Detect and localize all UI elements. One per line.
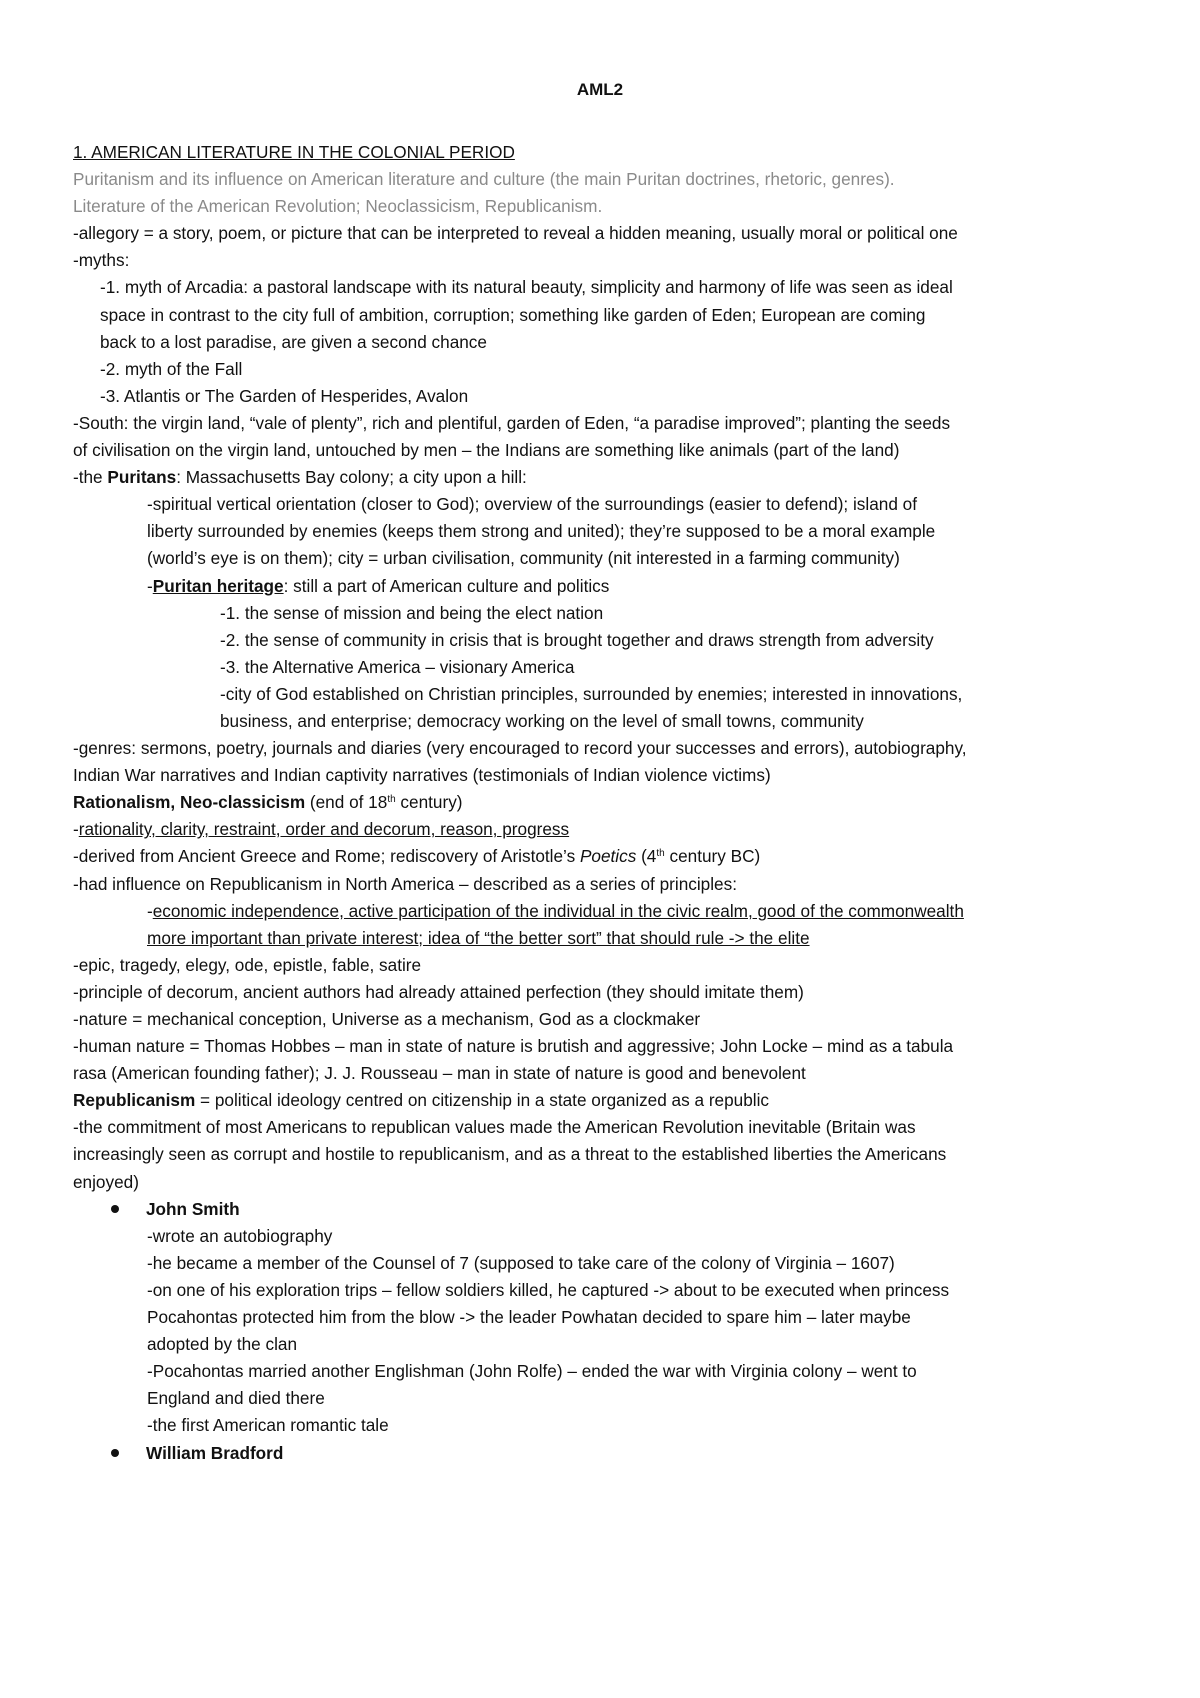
- note-rationalism: [73, 789, 1143, 816]
- author-name: William Bradford: [146, 1442, 284, 1463]
- note-text: -: [73, 819, 79, 840]
- note-south: -South: the virgin land, “vale of plenty”, rich and plentiful, garden of Eden, “a paradise improved”; planting the seeds: [73, 412, 951, 433]
- note-spiritual: -spiritual vertical orientation (closer to God); overview of the surroundings (easier to defend); island of: [147, 494, 917, 515]
- document-title: AML2: [576, 80, 624, 99]
- note-puritans: [73, 464, 1143, 491]
- note-influence: -had influence on Republicanism in North America – described as a series of principles:: [73, 873, 737, 894]
- note-human-nature: -human nature = Thomas Hobbes – man in state of nature is brutish and aggressive; John Locke – mind as a tabula: [73, 1036, 954, 1057]
- term-republicanism: Republicanism: [73, 1090, 196, 1111]
- note-myth-1: -1. myth of Arcadia: a pastoral landscape with its natural beauty, simplicity and harmony of life was seen as ideal: [100, 277, 953, 298]
- document-body: [73, 139, 1143, 1467]
- author-note: England and died there: [147, 1388, 325, 1409]
- author-note: -Pocahontas married another Englishman (John Rolfe) – ended the war with Virginia colony – went to: [147, 1361, 917, 1382]
- author-note: -the first American romantic tale: [147, 1415, 389, 1436]
- section-topic-line: Puritanism and its influence on American literature and culture (the main Puritan doctrines, rhetoric, genres).: [73, 169, 895, 190]
- note-text: : still a part of American culture and politics: [283, 575, 610, 596]
- note-nature: -nature = mechanical conception, Universe as a mechanism, God as a clockmaker: [73, 1009, 701, 1029]
- note-republicanism: [73, 1087, 1143, 1114]
- note-economic-cont: [73, 925, 1143, 952]
- note-underlined: more important than private interest; idea of “the better sort” that should rule -> the elite: [147, 927, 810, 948]
- note-south-cont: of civilisation on the virgin land, untouched by men – the Indians are something like animals (part of the land): [73, 440, 900, 461]
- note-genres-cont: Indian War narratives and Indian captivity narratives (testimonials of Indian violence victims): [73, 765, 771, 786]
- note-commitment-cont: enjoyed): [73, 1171, 139, 1192]
- note-myths: -myths:: [73, 250, 130, 271]
- bullet-icon: [111, 1449, 119, 1457]
- superscript: th: [656, 848, 665, 860]
- author-note: Pocahontas protected him from the blow -> the leader Powhatan decided to spare him – later maybe: [147, 1307, 911, 1328]
- note-text: : Massachusetts Bay colony; a city upon a hill:: [176, 467, 527, 488]
- note-heritage-1: -1. the sense of mission and being the elect nation: [220, 602, 604, 623]
- term-poetics: Poetics: [579, 846, 637, 867]
- term-puritans: Puritans: [107, 467, 177, 488]
- note-spiritual-cont: liberty surrounded by enemies (keeps them strong and united); they’re supposed to be a moral example: [147, 521, 936, 542]
- author-note: adopted by the clan: [147, 1334, 298, 1355]
- note-epic: -epic, tragedy, elegy, ode, epistle, fable, satire: [73, 954, 422, 975]
- author-bullet: [73, 1196, 1143, 1223]
- note-spiritual-cont: (world’s eye is on them); city = urban civilisation, community (nit interested in a farming community): [147, 548, 900, 569]
- term-puritan-heritage: Puritan heritage: [152, 575, 284, 596]
- note-heritage: [73, 573, 1143, 600]
- author-note: -he became a member of the Counsel of 7 (supposed to take care of the colony of Virginia – 1607): [147, 1252, 895, 1273]
- note-myth-1-cont: back to a lost paradise, are given a second chance: [100, 331, 487, 352]
- note-city-of-god-cont: business, and enterprise; democracy working on the level of small towns, community: [220, 710, 864, 731]
- note-genres: -genres: sermons, poetry, journals and diaries (very encouraged to record your successes and errors), autobiography,: [73, 738, 967, 759]
- note-text: -the: [73, 467, 108, 488]
- note-myth-3: -3. Atlantis or The Garden of Hesperides, Avalon: [100, 385, 469, 406]
- superscript: th: [387, 794, 396, 806]
- author-bullet: [73, 1440, 1143, 1467]
- note-text: -: [147, 575, 153, 596]
- note-myth-1-cont: space in contrast to the city full of ambition, corruption; something like garden of Eden; European are coming: [100, 304, 926, 325]
- note-allegory: -allegory = a story, poem, or picture that can be interpreted to reveal a hidden meaning, usually moral or political one: [73, 223, 958, 244]
- note-heritage-3: -3. the Alternative America – visionary America: [220, 656, 575, 677]
- note-text: (4: [636, 846, 657, 867]
- note-economic: [73, 898, 1143, 925]
- note-decorum: -principle of decorum, ancient authors had already attained perfection (they should imitate them): [73, 981, 804, 1002]
- note-text: century): [395, 792, 463, 813]
- author-note: -wrote an autobiography: [147, 1225, 333, 1246]
- note-city-of-god: -city of God established on Christian principles, surrounded by enemies; interested in innovations,: [220, 683, 963, 704]
- note-heritage-2: -2. the sense of community in crisis that is brought together and draws strength from adversity: [220, 629, 934, 650]
- note-rationality: [73, 816, 1143, 843]
- note-text: century BC): [664, 846, 761, 867]
- section-topic-line: Literature of the American Revolution; Neoclassicism, Republicanism.: [73, 196, 603, 217]
- term-rationalism: Rationalism, Neo-classicism: [73, 792, 306, 813]
- author-note: -on one of his exploration trips – fellow soldiers killed, he captured -> about to be executed when princess: [147, 1279, 950, 1300]
- note-underlined: economic independence, active participation of the individual in the civic realm, good of the commonwealth: [152, 900, 964, 921]
- section-heading: 1. AMERICAN LITERATURE IN THE COLONIAL PERIOD: [73, 142, 515, 162]
- note-myth-2: -2. myth of the Fall: [100, 358, 243, 379]
- note-commitment-cont: increasingly seen as corrupt and hostile to republicanism, and as a threat to the established liberties the Americans: [73, 1144, 947, 1165]
- note-text: (end of 18: [305, 792, 388, 813]
- note-underlined: rationality, clarity, restraint, order and decorum, reason, progress: [78, 819, 570, 840]
- note-human-nature-cont: rasa (American founding father); J. J. Rousseau – man in state of nature is good and benevolent: [73, 1063, 806, 1084]
- note-derived: [73, 843, 1143, 870]
- author-name: John Smith: [146, 1198, 240, 1219]
- note-text: = political ideology centred on citizenship in a state organized as a republic: [195, 1090, 770, 1111]
- note-text: -: [147, 900, 153, 921]
- note-commitment: -the commitment of most Americans to republican values made the American Revolution inevitable (Britain was: [73, 1117, 916, 1138]
- bullet-icon: [111, 1205, 119, 1213]
- note-text: -derived from Ancient Greece and Rome; rediscovery of Aristotle’s: [73, 846, 580, 867]
